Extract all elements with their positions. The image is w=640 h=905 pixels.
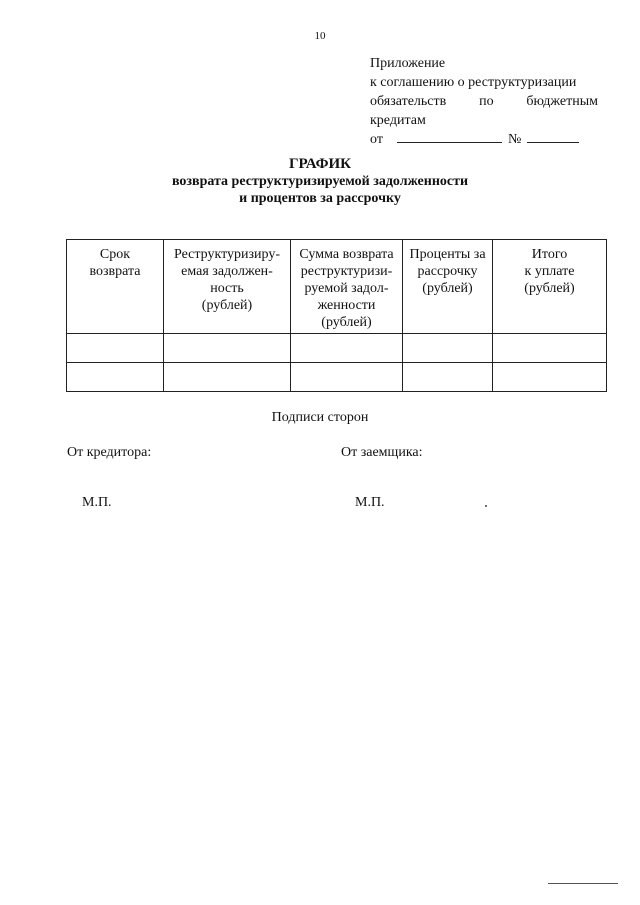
borrower-label: От заемщика: [341,445,423,460]
table-cell [493,334,607,363]
header-line: Итого [531,247,568,262]
header-line: женности [317,298,376,313]
table-cell [403,334,493,363]
header-total [493,240,607,334]
creditor-label: От кредитора: [67,445,152,460]
table-cell [291,363,403,392]
footer-rule [548,883,618,884]
table-cell [403,363,493,392]
header-line: Срок [99,247,131,262]
number-sign: № [507,132,522,147]
number-blank [527,130,579,143]
date-prefix: от [370,132,383,147]
appendix-line-2: к соглашению о реструктуризации [370,75,577,90]
header-line: емая задолжен- [181,264,273,279]
table-cell [67,334,164,363]
appendix-block [370,54,598,149]
appendix-line-1: Приложение [370,56,446,71]
creditor-stamp-place: М.П. [82,495,112,510]
header-line: Проценты за [409,247,486,262]
page-number: 10 [314,30,326,42]
date-blank [397,130,502,143]
table-cell [164,363,291,392]
header-line: возврата [89,264,141,279]
appendix-line-3 [370,92,598,111]
header-line: (рублей) [422,281,473,296]
header-line: рассрочку [417,264,478,279]
header-line: руемой задол- [304,281,389,296]
header-line: реструктуризи- [300,264,393,279]
header-line: Реструктуризиру- [173,247,281,262]
header-term [67,240,164,334]
table-cell [291,334,403,363]
signatures-title: Подписи сторон [271,410,369,425]
appendix-word: по [479,94,494,109]
appendix-word: обязательств [370,94,447,109]
repayment-schedule-table [66,239,607,392]
table-header-row [67,240,607,334]
appendix-date-line [370,130,598,149]
title-line-2: возврата реструктуризируемой задолженности [171,174,469,189]
table-cell [493,363,607,392]
header-interest [403,240,493,334]
table-row [67,334,607,363]
borrower-stamp-place: М.П. [355,495,385,510]
document-title [0,156,640,207]
header-repayment-amount [291,240,403,334]
appendix-word: бюджетным [526,94,598,109]
header-line: Сумма возврата [299,247,394,262]
title-line-3: и процентов за рассрочку [239,191,401,206]
header-line: (рублей) [524,281,575,296]
header-restructured-debt [164,240,291,334]
header-line: (рублей) [201,298,253,313]
table-row [67,363,607,392]
scan-speck [485,505,487,507]
header-line: ность [210,281,244,296]
table-cell [67,363,164,392]
header-line: (рублей) [321,315,372,330]
table-cell [164,334,291,363]
title-main: ГРАФИК [288,156,352,172]
appendix-line-4: кредитам [370,113,426,128]
header-line: к уплате [524,264,575,279]
